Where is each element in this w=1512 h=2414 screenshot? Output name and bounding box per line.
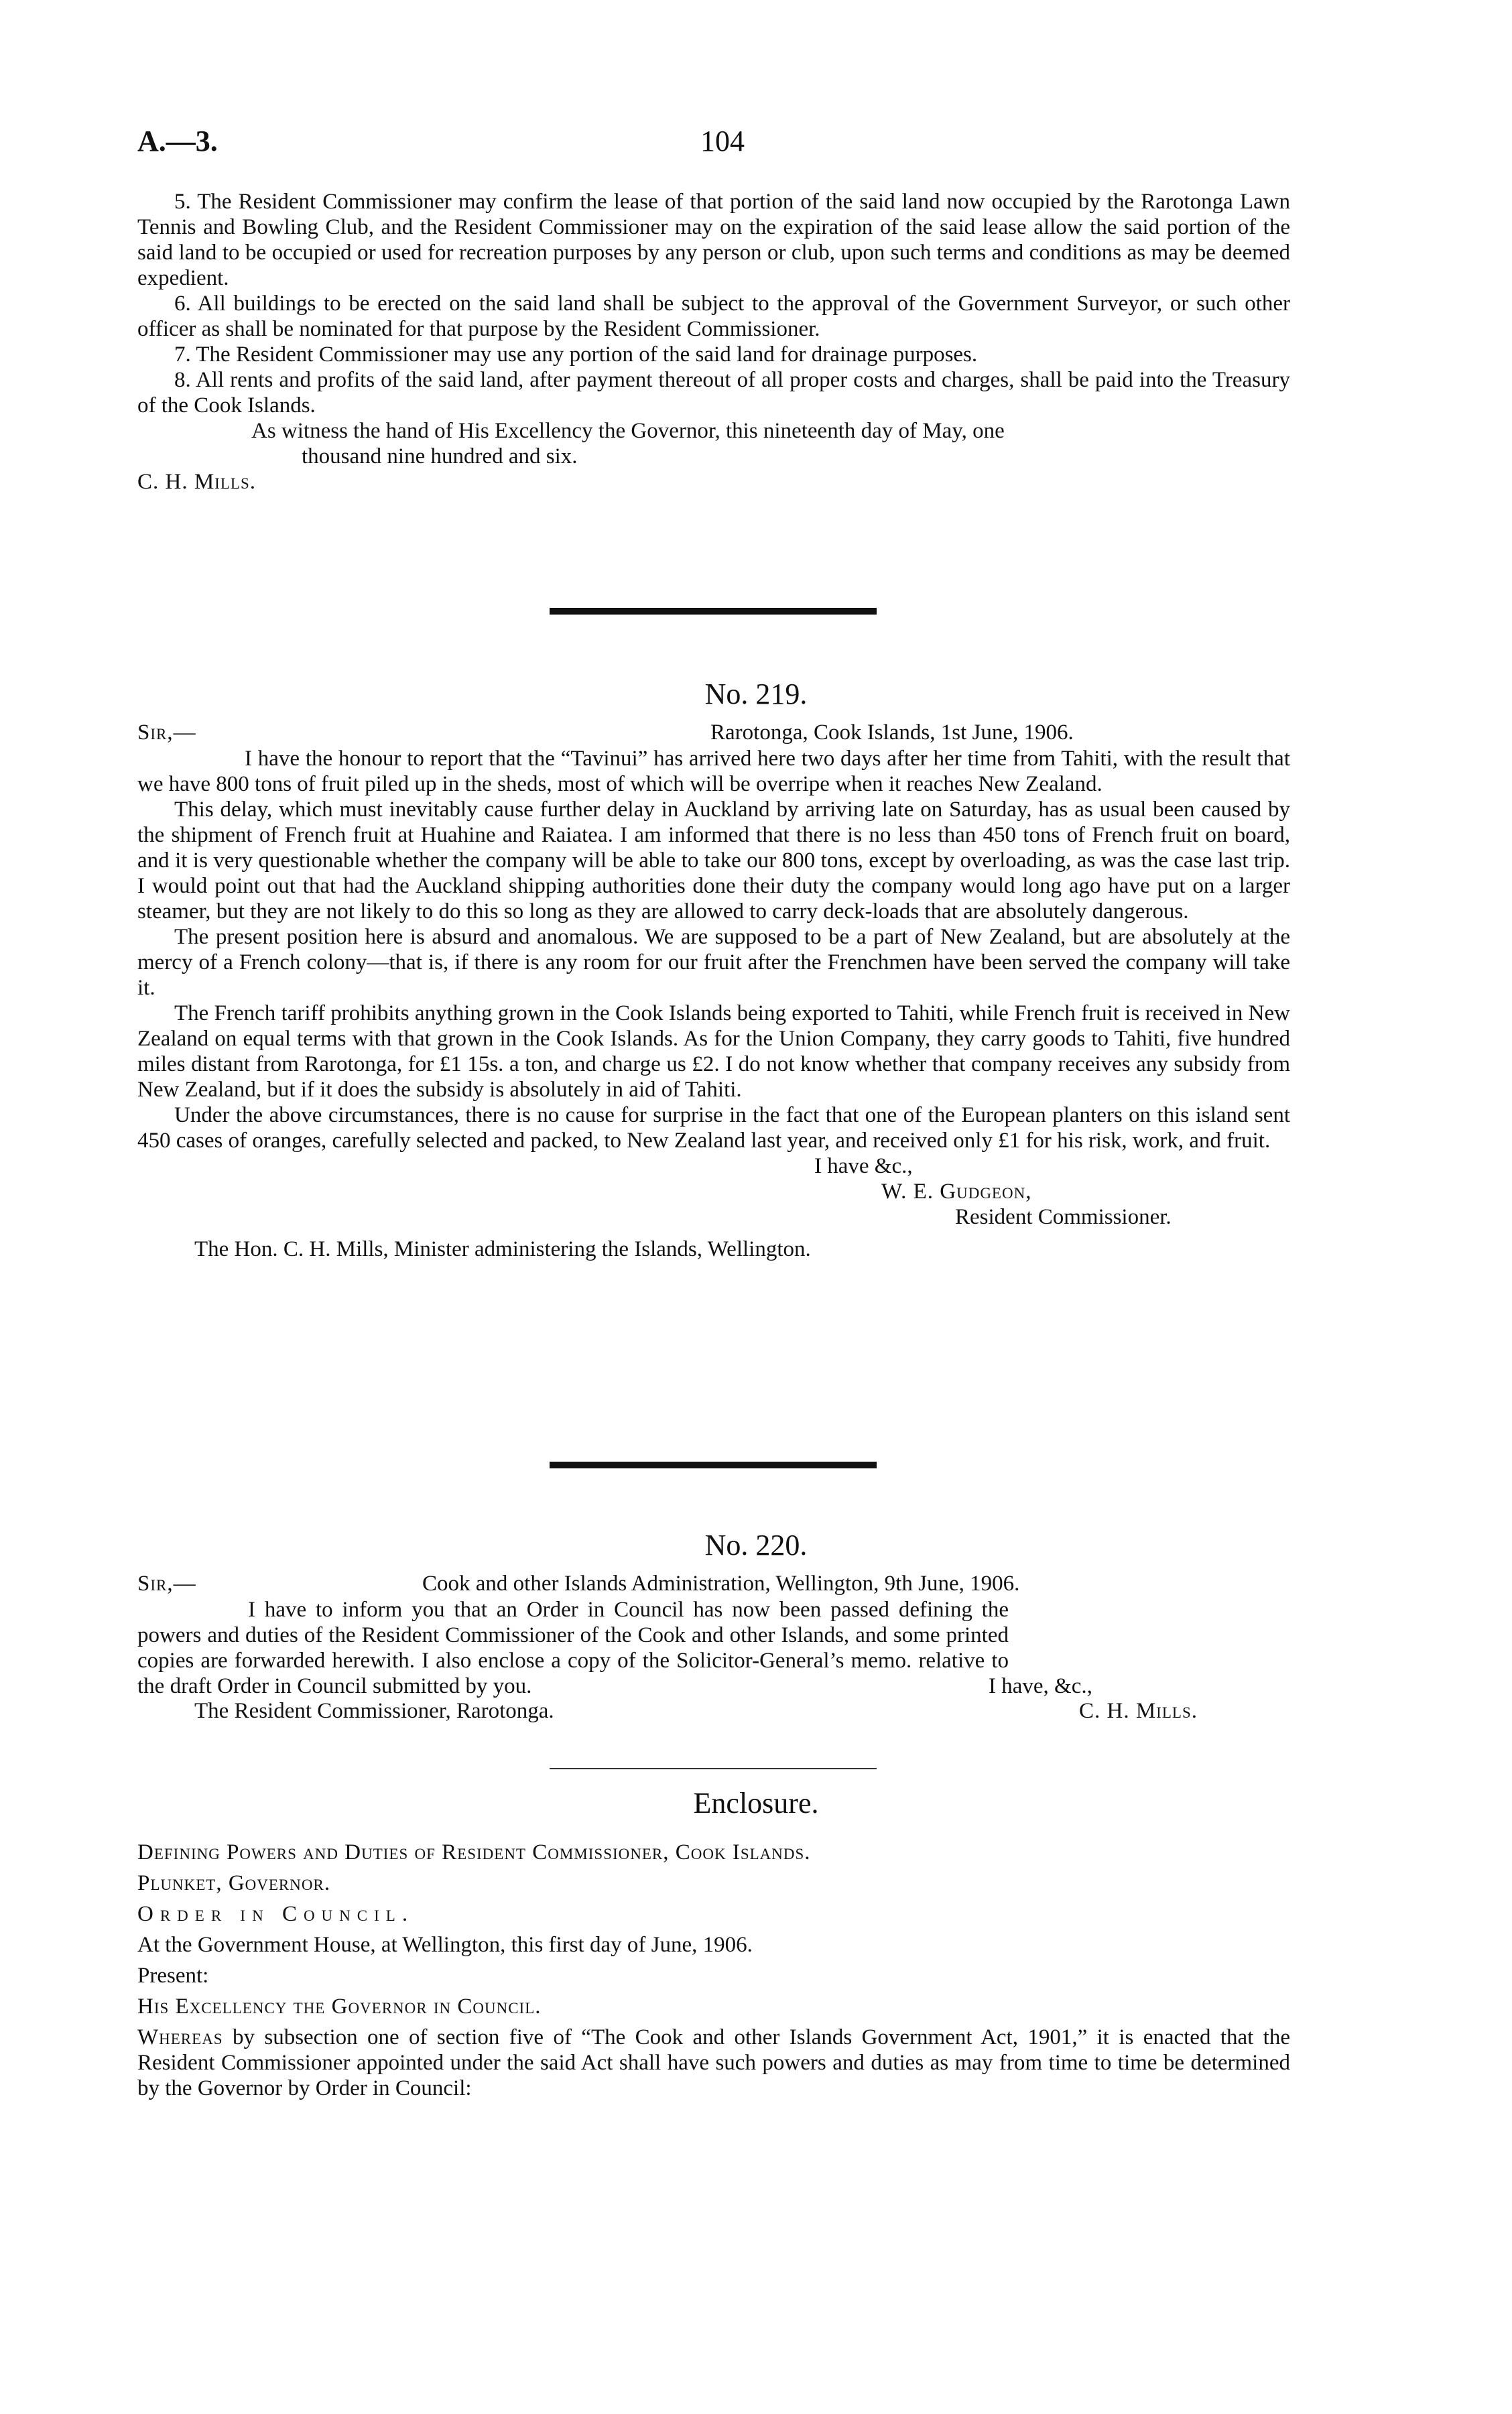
letter-220-addressee: The Resident Commissioner, Rarotonga. [194, 1699, 554, 1723]
witness-line-1: As witness the hand of His Excellency the Governor, this nineteenth day of May, one [251, 419, 1005, 443]
letter-220-salutation: Sir,— [137, 1572, 196, 1596]
enclosure-location-date: At the Government House, at Wellington, this first day of June, 1906. [137, 1933, 753, 1957]
clause-6: 6. All buildings to be erected on the said land shall be subject to the approval of the Government Surveyor, or such other officer as shall be nominated for that purpose by the Resident Commissioner. [137, 292, 1290, 341]
enclosure-whereas [137, 2025, 1290, 2101]
enclosure-order: Order in Council. [137, 1902, 415, 1926]
document-reference: A.—3. [137, 125, 218, 157]
enclosure-present-who: His Excellency the Governor in Council. [137, 1994, 542, 2019]
whereas-word: Whereas [137, 2025, 223, 2049]
whereas-text: by subsection one of section five of “The Cook and other Islands Government Act, 1901,” it is enacted that the Resident Commissioner appointed under the said Act shall have such powers and duties as may from time to time be determined by the Governor by Order in Council: [137, 2025, 1290, 2100]
section-divider-1 [550, 608, 877, 615]
letter-219-closing: I have &c., [814, 1154, 913, 1178]
letter-219-place-date: Rarotonga, Cook Islands, 1st June, 1906. [710, 720, 1074, 745]
enclosure-present: Present: [137, 1964, 209, 1988]
letter-220-para: I have to inform you that an Order in Council has now been passed defining the powers and duties of the Resident Commissioner of the Cook and other Islands, and some printed copies are forwarded herewith. I also enclose a copy of the Solicitor-General’s memo. relative to the draft Order in Council submitted by you. [137, 1598, 1009, 1698]
letter-219-para-4: The French tariff prohibits anything grown in the Cook Islands being exported to Tahiti, while French fruit is received in New Zealand on equal terms with that grown in the Cook Islands. As for the Union Company, they carry goods to Tahiti, five hundred miles distant from Rarotonga, for £1 15s. a ton, and charge us £2. I do not know whether that company receives any subsidy from New Zealand, but if it does the subsidy is absolutely in aid of Tahiti. [137, 1001, 1290, 1102]
witness-line-2: thousand nine hundred and six. [302, 444, 578, 468]
signature-mills-1: C. H. Mills. [137, 470, 256, 494]
letter-220-place-date: Cook and other Islands Administration, Wellington, 9th June, 1906. [422, 1572, 1020, 1596]
letter-219-para-3: The present position here is absurd and anomalous. We are supposed to be a part of New Zealand, but are absolutely at the mercy of a French colony—that is, if there is any room for our fruit after the Frenchmen have been served the company will take it. [137, 925, 1290, 1000]
section-divider-3 [550, 1768, 877, 1769]
letter-219-heading: No. 219. [704, 678, 808, 710]
letter-219-signatory-title: Resident Commissioner. [955, 1205, 1172, 1229]
letter-219-salutation: Sir,— [137, 720, 196, 745]
letter-219-para-2: This delay, which must inevitably cause further delay in Auckland by arriving late on Saturday, has as usual been caused by the shipment of French fruit at Huahine and Raiatea. I am informed that there is no less than 450 tons of French fruit on board, and it is very questionable whether the company will be able to take our 800 tons, except by overloading, as was the case last trip. I would point out that had the Auckland shipping authorities done their duty the company would long ago have put on a larger steamer, but they are not likely to do this so long as they are allowed to carry deck-loads that are absolutely dangerous. [137, 798, 1290, 924]
clause-5: 5. The Resident Commissioner may confirm the lease of that portion of the said land now occupied by the Rarotonga Lawn Tennis and Bowling Club, and the Resident Commissioner may on the expiration of the said lease allow the said portion of the said land to be occupied or used for recreation purposes by any person or club, upon such terms and conditions as may be deemed expedient. [137, 190, 1290, 290]
letter-220 [137, 1572, 1290, 1724]
letter-219 [137, 720, 1290, 1262]
letter-219-para-5: Under the above circumstances, there is no cause for surprise in the fact that one of the European planters on this island sent 450 cases of oranges, carefully selected and packed, to New Zealand last year, and received only £1 for his risk, work, and fruit. [137, 1103, 1290, 1153]
section-divider-2 [550, 1462, 877, 1468]
enclosure-heading: Enclosure. [693, 1787, 819, 1820]
clause-8: 8. All rents and profits of the said land, after payment thereout of all proper costs and charges, shall be paid into the Treasury of the Cook Islands. [137, 368, 1290, 418]
letter-219-addressee: The Hon. C. H. Mills, Minister administering the Islands, Wellington. [194, 1237, 811, 1261]
letter-219-para-1: I have the honour to report that the “Tavinui” has arrived here two days after her time from Tahiti, with the result that we have 800 tons of fruit piled up in the sheds, most of which will be overripe when it reaches New Zealand. [137, 747, 1290, 796]
letter-220-closing: I have, &c., [989, 1674, 1092, 1698]
top-section [137, 189, 1290, 495]
clause-7: 7. The Resident Commissioner may use any portion of the said land for drainage purposes. [174, 342, 978, 367]
page-number: 104 [700, 125, 745, 157]
enclosure-governor: Plunket, Governor. [137, 1871, 331, 1895]
enclosure-title: Defining Powers and Duties of Resident Commissioner, Cook Islands. [137, 1840, 811, 1864]
enclosure [137, 1840, 1290, 2101]
letter-219-signatory: W. E. Gudgeon, [881, 1180, 1032, 1204]
letter-220-signatory: C. H. Mills. [1079, 1699, 1198, 1723]
letter-220-heading: No. 220. [704, 1529, 808, 1562]
